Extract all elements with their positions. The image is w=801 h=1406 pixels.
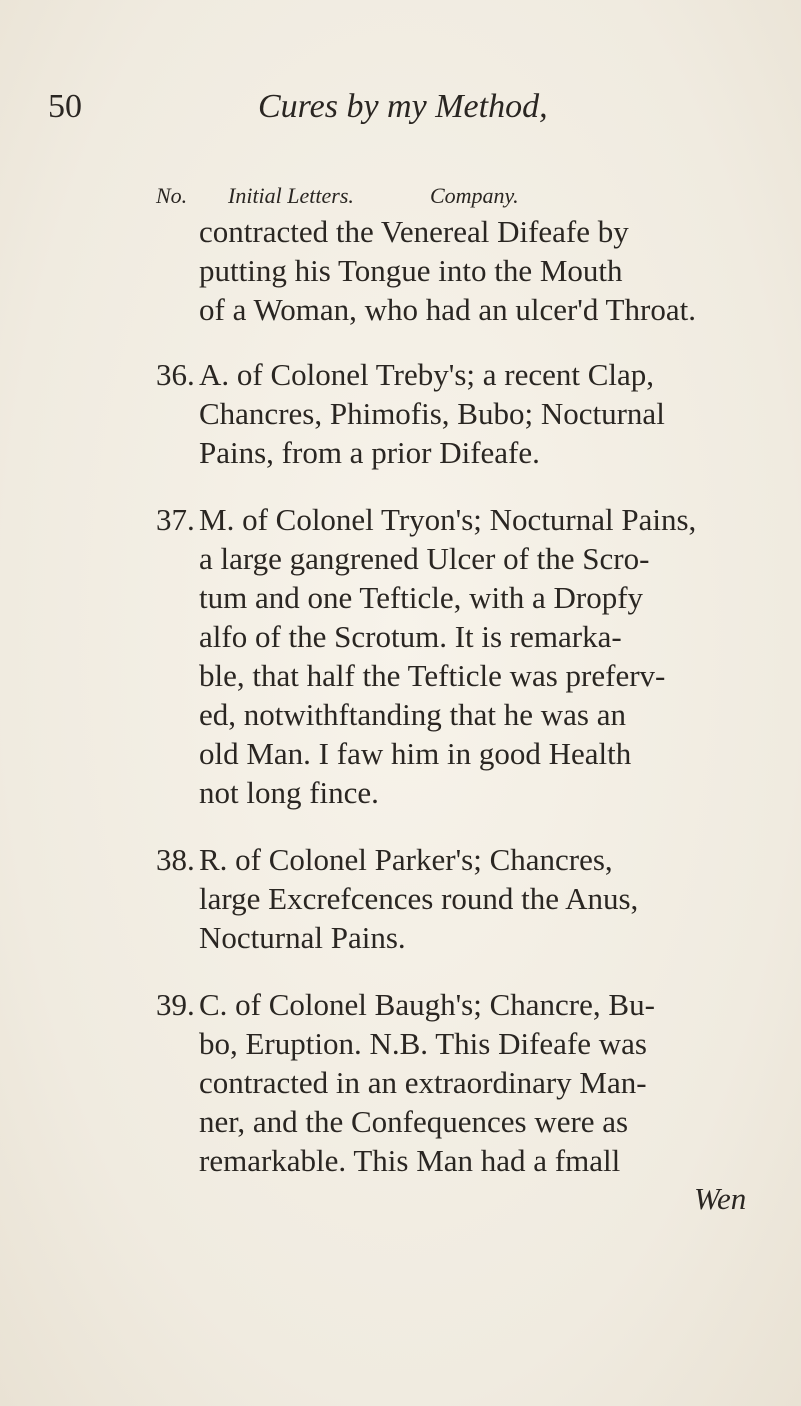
- entry-line: large Excrefcences round the Anus,: [199, 881, 639, 916]
- entry-line: not long fince.: [199, 775, 379, 810]
- entry-line: ed, notwithftanding that he was an: [199, 697, 627, 732]
- entry-number: 39.: [156, 987, 195, 1022]
- entry-line: contracted in an extraordinary Man-: [199, 1065, 647, 1100]
- entry-line: remarkable. This Man had a fmall: [199, 1143, 621, 1178]
- entry-line: ner, and the Confequences were as: [199, 1104, 629, 1139]
- entry-line: M. of Colonel Tryon's; Nocturnal Pains,: [199, 502, 697, 537]
- entry-line: tum and one Tefticle, with a Dropfy: [199, 580, 644, 615]
- entry-line: ble, that half the Tefticle was preferv-: [199, 658, 666, 693]
- entry-number: 36.: [156, 357, 195, 392]
- entry-line: of a Woman, who had an ulcer'd Throat.: [199, 292, 696, 327]
- column-head-initial-letters: Initial Letters.: [228, 183, 354, 208]
- entry-line: old Man. I faw him in good Health: [199, 736, 632, 771]
- entry-line: bo, Eruption. N.B. This Difeafe was: [199, 1026, 647, 1061]
- catchword: Wen: [694, 1181, 747, 1216]
- entry-number: 37.: [156, 502, 195, 537]
- entry-line: putting his Tongue into the Mouth: [199, 253, 623, 288]
- entry-line: Chancres, Phimofis, Bubo; Nocturnal: [199, 396, 665, 431]
- running-title: Cures by my Method,: [258, 88, 548, 125]
- entry-line: contracted the Venereal Difeafe by: [199, 214, 629, 249]
- entry-line: R. of Colonel Parker's; Chancres,: [199, 842, 613, 877]
- entry-line: a large gangrened Ulcer of the Scro-: [199, 541, 650, 576]
- entry-line: Nocturnal Pains.: [199, 920, 406, 955]
- page-header: [0, 88, 801, 148]
- page-number: 50: [48, 88, 82, 125]
- entry-line: Pains, from a prior Difeafe.: [199, 435, 540, 470]
- entry-line: A. of Colonel Treby's; a recent Clap,: [199, 357, 655, 392]
- column-head-company: Company.: [430, 183, 519, 208]
- entry-number: 38.: [156, 842, 195, 877]
- column-head-no: No.: [156, 183, 188, 208]
- entry-line: alfo of the Scrotum. It is remarka-: [199, 619, 622, 654]
- entry-line: C. of Colonel Baugh's; Chancre, Bu-: [199, 987, 655, 1022]
